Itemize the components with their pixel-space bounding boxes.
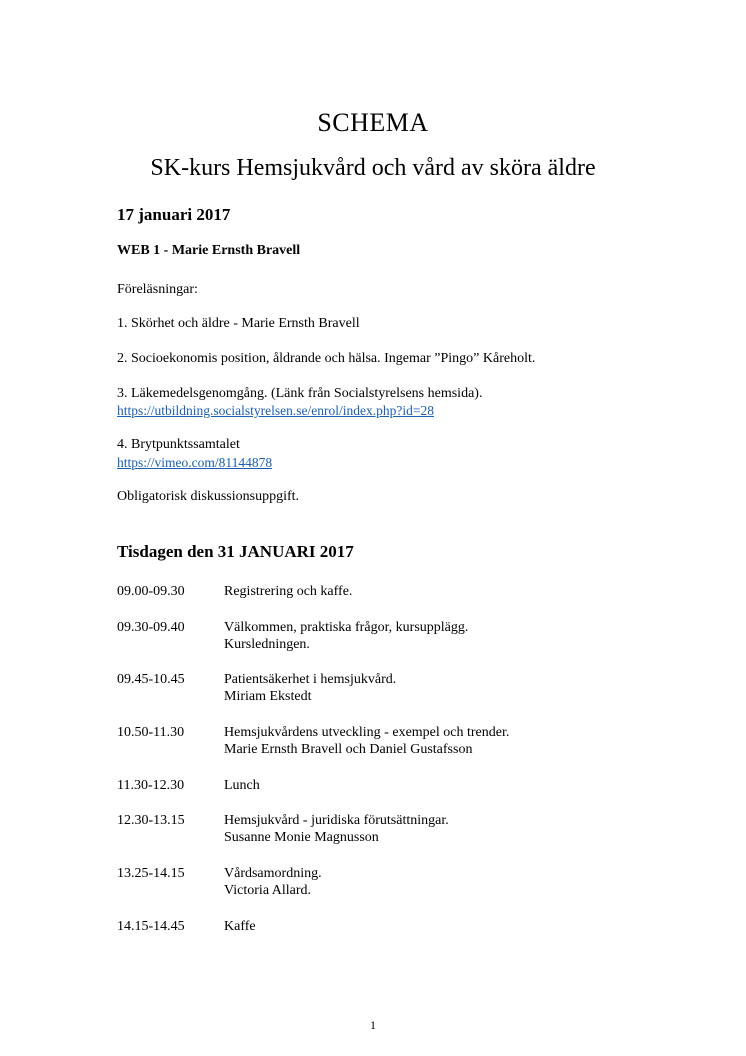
web-heading: WEB 1 - Marie Ernsth Bravell bbox=[117, 243, 301, 258]
socialstyrelsen-link[interactable]: https://utbildning.socialstyrelsen.se/enrol/index.php?id=28 bbox=[117, 403, 434, 418]
lecture-item-2: 2. Socioekonomis position, åldrande och hälsa. Ingemar ”Pingo” Kåreholt. bbox=[117, 351, 536, 366]
schedule-activity-speaker: Victoria Allard. bbox=[224, 883, 312, 898]
schedule-time: 09.30-09.40 bbox=[117, 620, 185, 635]
schedule-activity-title: Välkommen, praktiska frågor, kursupplägg. bbox=[224, 620, 469, 635]
schedule-activity-speaker: Miriam Ekstedt bbox=[224, 689, 312, 704]
schedule-activity-speaker: Marie Ernsth Bravell och Daniel Gustafsson bbox=[224, 742, 473, 757]
lecture-item-1: 1. Skörhet och äldre - Marie Ernsth Bravell bbox=[117, 316, 360, 331]
schedule-time: 10.50-11.30 bbox=[117, 725, 185, 740]
lecture-item-4: 4. Brytpunktssamtalet bbox=[117, 437, 240, 452]
day-heading: Tisdagen den 31 JANUARI 2017 bbox=[117, 542, 354, 561]
schedule-activity bbox=[224, 619, 468, 653]
document-title: SCHEMA bbox=[317, 108, 429, 137]
mandatory-task: Obligatorisk diskussionsuppgift. bbox=[117, 489, 300, 504]
schedule-activity bbox=[224, 724, 509, 758]
schedule-activity-speaker: Susanne Monie Magnusson bbox=[224, 830, 379, 845]
schedule-activity-title: Patientsäkerhet i hemsjukvård. bbox=[224, 672, 397, 687]
vimeo-link[interactable]: https://vimeo.com/81144878 bbox=[117, 455, 273, 470]
schedule-time: 13.25-14.15 bbox=[117, 866, 185, 881]
schedule-time: 09.45-10.45 bbox=[117, 672, 185, 687]
schedule-activity bbox=[224, 865, 322, 899]
schedule-activity: Lunch bbox=[224, 778, 260, 793]
schedule-time: 09.00-09.30 bbox=[117, 584, 185, 599]
lecture-item-3: 3. Läkemedelsgenomgång. (Länk från Socialstyrelsens hemsida). bbox=[117, 386, 483, 401]
schedule-activity-title: Hemsjukvårdens utveckling - exempel och trender. bbox=[224, 725, 510, 740]
schedule-time: 11.30-12.30 bbox=[117, 778, 185, 793]
schedule-activity bbox=[224, 812, 449, 846]
schedule-activity: Kaffe bbox=[224, 919, 256, 934]
date-heading: 17 januari 2017 bbox=[117, 205, 231, 224]
schedule-activity: Registrering och kaffe. bbox=[224, 584, 353, 599]
schedule-time: 14.15-14.45 bbox=[117, 919, 185, 934]
schedule-activity bbox=[224, 671, 396, 705]
page-number: 1 bbox=[370, 1018, 376, 1032]
schedule-activity-speaker: Kursledningen. bbox=[224, 637, 310, 652]
schedule-time: 12.30-13.15 bbox=[117, 813, 185, 828]
lectures-label: Föreläsningar: bbox=[117, 282, 198, 297]
document-subtitle: SK-kurs Hemsjukvård och vård av sköra äldre bbox=[150, 155, 596, 181]
schedule-activity-title: Hemsjukvård - juridiska förutsättningar. bbox=[224, 813, 449, 828]
schedule-activity-title: Vårdsamordning. bbox=[224, 866, 322, 881]
